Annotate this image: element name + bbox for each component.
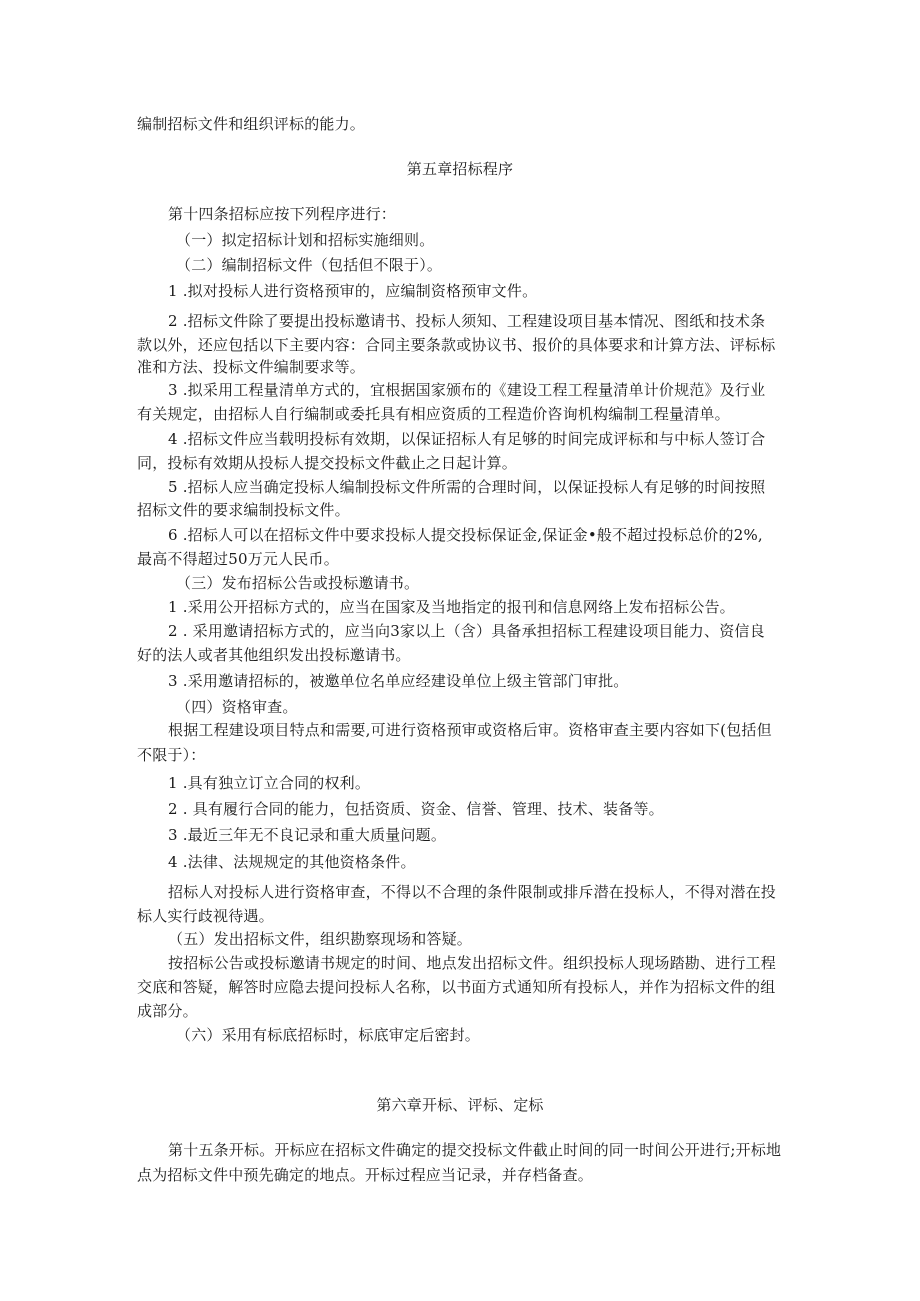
section-2-item-3-line-1: 3 .拟采用工程量清单方式的，宜根据国家颁布的《建设工程工程量清单计价规范》及行业 [168,381,766,399]
section-6: （六）采用有标底招标时，标底审定后密封。 [176,1026,481,1044]
section-2-item-2-line-2: 款以外，还应包括以下主要内容：合同主要条款或协议书、报价的具体要求和计算方法、评标标 [137,336,776,354]
intro-tail: 编制招标文件和组织评标的能力。 [137,115,366,133]
section-4-item-2: 2 . 具有履行合同的能力，包括资质、资金、信誉、管理、技术、装备等。 [168,800,664,818]
section-4-item-4: 4 .法律、法规规定的其他资格条件。 [168,853,416,871]
section-5: （五）发出招标文件，组织勘察现场和答疑。 [168,930,473,948]
section-2-item-3-line-2: 有关规定，由招标人自行编制或委托具有相应资质的工程造价咨询机构编制工程量清单。 [137,405,730,423]
section-3-item-1: 1 .采用公开招标方式的，应当在国家及当地指定的报刊和信息网络上发布招标公告。 [168,598,735,616]
section-5-text-line-3: 成部分。 [137,1002,198,1020]
section-3-item-2-line-2: 好的法人或者其他组织发出投标邀请书。 [137,646,411,664]
section-4-item-3: 3 .最近三年无不良记录和重大质量问题。 [168,826,447,844]
section-5-text-line-1: 按招标公告或投标邀请书规定的时间、地点发出招标文件。组织投标人现场踏勘、进行工程 [168,954,777,972]
section-4-intro-line-2: 不限于）： [137,746,206,764]
section-4: （四）资格审查。 [176,698,298,716]
section-2-item-4-line-1: 4 .招标文件应当载明投标有效期，以保证招标人有足够的时间完成评标和与中标人签订合 [168,430,766,448]
section-4-note-line-1: 招标人对投标人进行资格审查，不得以不合理的条件限制或排斥潜在投标人，不得对潜在投 [168,883,777,901]
section-3: （三）发布招标公告或投标邀请书。 [176,574,420,592]
section-3-item-3: 3 .采用邀请招标的，被邀单位名单应经建设单位上级主管部门审批。 [168,672,629,690]
section-2-item-2-line-1: 2 .招标文件除了要提出投标邀请书、投标人须知、工程建设项目基本情况、图纸和技术条 [168,312,766,330]
chapter6-title: 第六章开标、评标、定标 [376,1096,544,1114]
section-4-intro-line-1: 根据工程建设项目特点和需要,可进行资格预审或资格后审。资格审查主要内容如下(包括但 [168,721,772,739]
section-4-note-line-2: 标人实行歧视待遇。 [137,907,274,925]
section-2: （二）编制招标文件（包括但不限于）。 [176,256,443,274]
section-2-item-5-line-1: 5 .招标人应当确定投标人编制投标文件所需的合理时间，以保证投标人有足够的时间按照 [168,478,766,496]
article14: 第十四条招标应按下列程序进行： [168,205,397,223]
section-2-item-6-line-2: 最高不得超过50万元人民币。 [137,550,339,568]
article15-line-1: 第十五条开标。开标应在招标文件确定的提交投标文件截止时间的同一时间公开进行;开标地 [168,1141,782,1159]
section-2-item-6-line-1: 6 .招标人可以在招标文件中要求投标人提交投标保证金,保证金•般不超过投标总价的2%, [168,526,763,544]
article15-line-2: 点为招标文件中预先确定的地点。开标过程应当记录，并存档备查。 [137,1166,594,1184]
chapter5-title: 第五章招标程序 [406,160,514,178]
section-5-text-line-2: 交底和答疑，解答时应隐去提问投标人名称，以书面方式通知所有投标人，并作为招标文件的组 [137,978,776,996]
section-3-item-2-line-1: 2 . 采用邀请招标方式的，应当向3家以上（含）具备承担招标工程建设项目能力、资信良 [168,622,765,640]
section-2-item-4-line-2: 同，投标有效期从投标人提交投标文件截止之日起计算。 [137,454,518,472]
section-2-item-2-line-3: 准和方法、投标文件编制要求等。 [137,358,366,376]
section-1: （一）拟定招标计划和招标实施细则。 [176,231,435,249]
section-4-item-1: 1 .具有独立订立合同的权利。 [168,774,371,792]
section-2-item-5-line-2: 招标文件的要求编制投标文件。 [137,501,350,519]
section-2-item-1: 1 .拟对投标人进行资格预审的，应编制资格预审文件。 [168,282,538,300]
